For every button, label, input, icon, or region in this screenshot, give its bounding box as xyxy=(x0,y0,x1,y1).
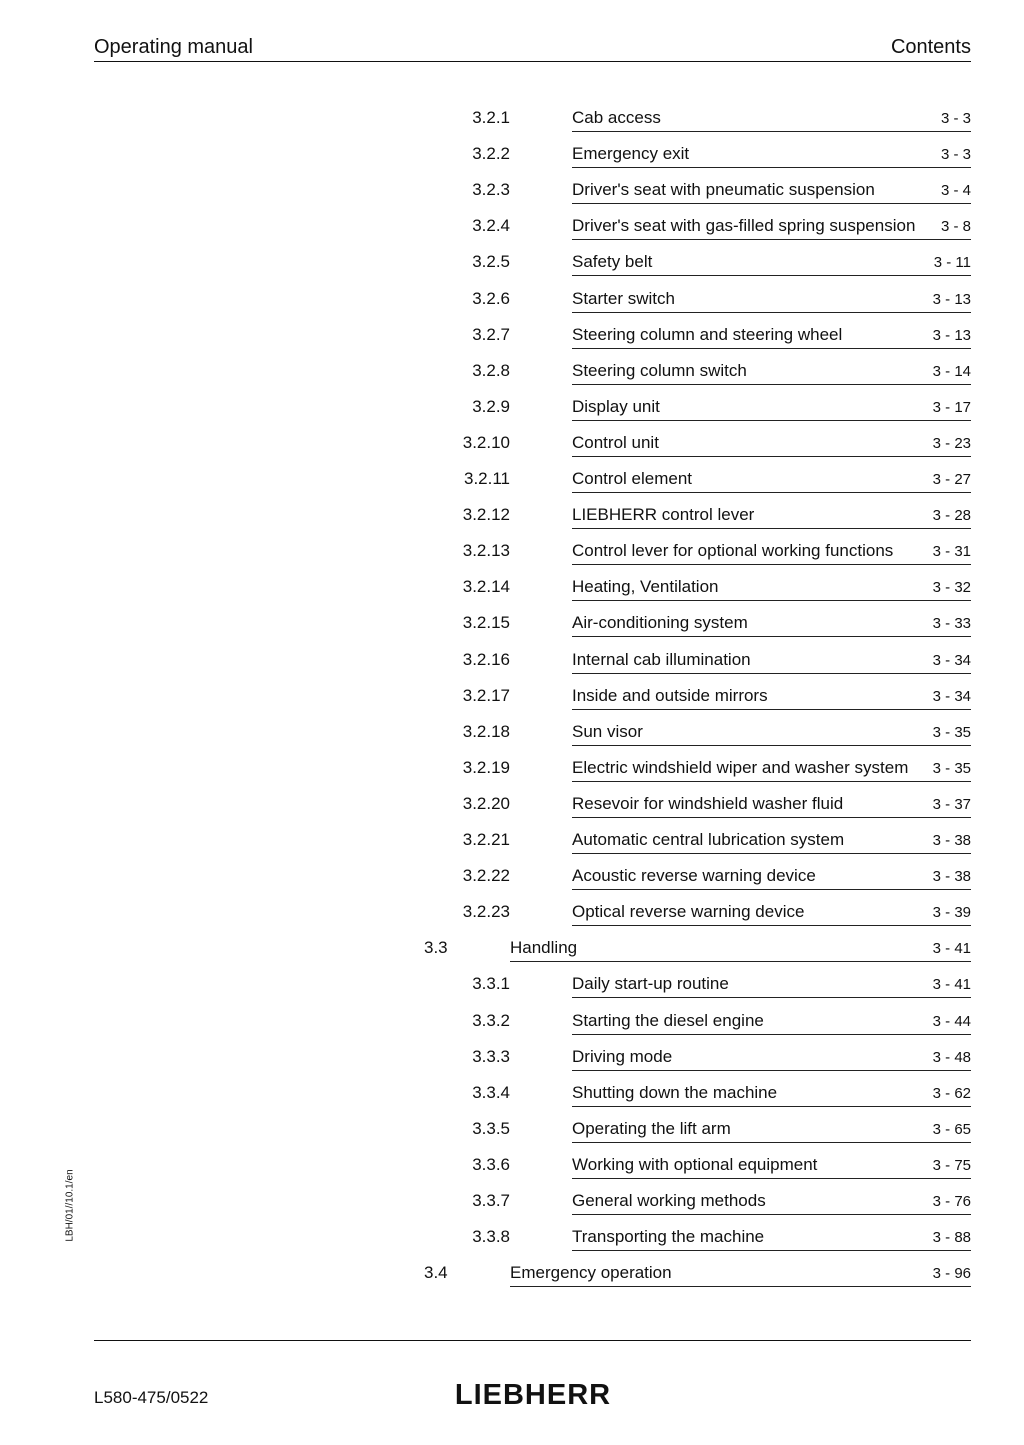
toc-entry[interactable] xyxy=(572,289,971,313)
toc-entry[interactable] xyxy=(572,974,971,998)
toc-row[interactable] xyxy=(0,686,1024,722)
toc-entry[interactable] xyxy=(572,758,971,782)
toc-entry[interactable] xyxy=(572,1047,971,1071)
toc-page-number: 3 - 38 xyxy=(932,832,971,849)
toc-entry[interactable] xyxy=(572,108,971,132)
toc-row[interactable] xyxy=(0,1191,1024,1227)
toc-entry[interactable] xyxy=(510,1263,971,1287)
toc-row[interactable] xyxy=(0,325,1024,361)
toc-row[interactable] xyxy=(0,938,1024,974)
toc-page-number: 3 - 3 xyxy=(940,146,971,163)
toc-number: 3.3.6 xyxy=(472,1155,510,1174)
toc-row[interactable] xyxy=(0,1227,1024,1263)
toc-title: Cab access xyxy=(572,108,661,127)
toc-row[interactable] xyxy=(0,397,1024,433)
toc-row[interactable] xyxy=(0,974,1024,1010)
toc-row[interactable] xyxy=(0,289,1024,325)
toc-entry[interactable] xyxy=(572,613,971,637)
toc-number: 3.3.2 xyxy=(472,1011,510,1030)
toc-number: 3.2.14 xyxy=(462,577,510,596)
toc-page-number: 3 - 75 xyxy=(932,1157,971,1174)
toc-number: 3.2.19 xyxy=(462,758,510,777)
toc-page-number: 3 - 23 xyxy=(932,435,971,452)
toc-title: Control lever for optional working functions xyxy=(572,541,894,560)
toc-number: 3.2.4 xyxy=(472,216,510,235)
toc-entry[interactable] xyxy=(572,252,971,276)
toc-entry[interactable] xyxy=(572,361,971,385)
toc-page-number: 3 - 8 xyxy=(940,218,971,235)
toc-title: Handling xyxy=(510,938,578,957)
toc-number: 3.2.13 xyxy=(462,541,510,560)
header-title: Operating manual xyxy=(94,36,253,58)
toc-page-number: 3 - 44 xyxy=(932,1013,971,1030)
toc-title: Driver's seat with gas-filled spring suspension xyxy=(572,216,916,235)
toc-page-number: 3 - 65 xyxy=(932,1121,971,1138)
toc-number: 3.2.23 xyxy=(462,902,510,921)
toc-entry[interactable] xyxy=(510,938,971,962)
toc-entry[interactable] xyxy=(572,469,971,493)
toc-title: Daily start-up routine xyxy=(572,974,729,993)
toc-title: LIEBHERR control lever xyxy=(572,505,755,524)
toc-entry[interactable] xyxy=(572,866,971,890)
toc-number: 3.3.5 xyxy=(472,1119,510,1138)
toc-page-number: 3 - 14 xyxy=(932,363,971,380)
toc-number: 3.2.15 xyxy=(462,613,510,632)
toc-title: Acoustic reverse warning device xyxy=(572,866,816,885)
toc-title: Starter switch xyxy=(572,289,675,308)
toc-row[interactable] xyxy=(0,433,1024,469)
toc-entry[interactable] xyxy=(572,830,971,854)
toc-page-number: 3 - 41 xyxy=(932,976,971,993)
toc-row[interactable] xyxy=(0,866,1024,902)
toc-number: 3.2.22 xyxy=(462,866,510,885)
toc-page-number: 3 - 41 xyxy=(932,940,971,957)
footer-divider xyxy=(94,1340,971,1341)
toc-title: Electric windshield wiper and washer system xyxy=(572,758,909,777)
toc-page-number: 3 - 88 xyxy=(932,1229,971,1246)
toc-entry[interactable] xyxy=(572,216,971,240)
toc-page-number: 3 - 32 xyxy=(932,579,971,596)
toc-page-number: 3 - 27 xyxy=(932,471,971,488)
toc-entry[interactable] xyxy=(572,1011,971,1035)
toc-page-number: 3 - 13 xyxy=(932,291,971,308)
toc-entry[interactable] xyxy=(572,650,971,674)
toc-title: Emergency operation xyxy=(510,1263,672,1282)
toc-row[interactable] xyxy=(0,794,1024,830)
toc-page-number: 3 - 38 xyxy=(932,868,971,885)
toc-page-number: 3 - 13 xyxy=(932,327,971,344)
toc-entry[interactable] xyxy=(572,325,971,349)
toc-number: 3.3.3 xyxy=(472,1047,510,1066)
toc-title: Air-conditioning system xyxy=(572,613,748,632)
toc-number: 3.2.5 xyxy=(472,252,510,271)
toc-number: 3.2.2 xyxy=(472,144,510,163)
side-document-code: LBH/01//10.1/en xyxy=(64,1169,76,1242)
toc-row[interactable] xyxy=(0,722,1024,758)
toc-number: 3.2.6 xyxy=(472,289,510,308)
toc-page-number: 3 - 76 xyxy=(932,1193,971,1210)
toc-title: Control element xyxy=(572,469,693,488)
toc-entry[interactable] xyxy=(572,433,971,457)
toc-number: 3.2.10 xyxy=(462,433,510,452)
toc-number: 3.4 xyxy=(424,1263,448,1282)
toc-title: Operating the lift arm xyxy=(572,1119,731,1138)
toc-number: 3.3 xyxy=(424,938,448,957)
toc-page-number: 3 - 96 xyxy=(932,1265,971,1282)
toc-number: 3.2.21 xyxy=(462,830,510,849)
toc-number: 3.2.3 xyxy=(472,180,510,199)
toc-page-number: 3 - 34 xyxy=(932,688,971,705)
toc-number: 3.3.4 xyxy=(472,1083,510,1102)
toc-title: Resevoir for windshield washer fluid xyxy=(572,794,844,813)
toc-row[interactable] xyxy=(0,541,1024,577)
toc-entry[interactable] xyxy=(572,1155,971,1179)
toc-page-number: 3 - 28 xyxy=(932,507,971,524)
toc-entry[interactable] xyxy=(572,397,971,421)
toc-entry[interactable] xyxy=(572,1227,971,1251)
toc-entry[interactable] xyxy=(572,794,971,818)
toc-title: Display unit xyxy=(572,397,660,416)
toc-entry[interactable] xyxy=(572,686,971,710)
toc-page-number: 3 - 62 xyxy=(932,1085,971,1102)
toc-row[interactable] xyxy=(0,830,1024,866)
toc-number: 3.2.20 xyxy=(462,794,510,813)
header-section: Contents xyxy=(890,36,971,58)
toc-page-number: 3 - 11 xyxy=(933,254,971,271)
toc-row[interactable] xyxy=(0,1047,1024,1083)
toc-row[interactable] xyxy=(0,613,1024,649)
toc-page-number: 3 - 35 xyxy=(932,724,971,741)
toc-page-number: 3 - 37 xyxy=(932,796,971,813)
toc-row[interactable] xyxy=(0,902,1024,938)
toc-row[interactable] xyxy=(0,1119,1024,1155)
toc-row[interactable] xyxy=(0,1155,1024,1191)
toc-page-number: 3 - 17 xyxy=(932,399,971,416)
toc-title: Transporting the machine xyxy=(572,1227,765,1246)
toc-entry[interactable] xyxy=(572,1083,971,1107)
toc-row[interactable] xyxy=(0,1263,1024,1299)
toc-number: 3.2.8 xyxy=(472,361,510,380)
toc-number: 3.3.7 xyxy=(472,1191,510,1210)
logo-text: LIEBHERR xyxy=(454,1379,612,1408)
toc-title: Sun visor xyxy=(572,722,643,741)
toc-entry[interactable] xyxy=(572,505,971,529)
toc-row[interactable] xyxy=(0,216,1024,252)
toc-number: 3.2.11 xyxy=(463,469,510,488)
toc-title: General working methods xyxy=(572,1191,766,1210)
toc-page-number: 3 - 48 xyxy=(932,1049,971,1066)
toc-entry[interactable] xyxy=(572,902,971,926)
toc-number: 3.2.18 xyxy=(462,722,510,741)
toc-page-number: 3 - 4 xyxy=(940,182,971,199)
toc-entry[interactable] xyxy=(572,577,971,601)
toc-page-number: 3 - 39 xyxy=(932,904,971,921)
toc-number: 3.2.16 xyxy=(462,650,510,669)
toc-number: 3.2.12 xyxy=(462,505,510,524)
toc-entry[interactable] xyxy=(572,722,971,746)
toc-entry[interactable] xyxy=(572,541,971,565)
toc-number: 3.2.7 xyxy=(472,325,510,344)
toc-entry[interactable] xyxy=(572,180,971,204)
toc-row[interactable] xyxy=(0,505,1024,541)
toc-title: Driving mode xyxy=(572,1047,673,1066)
toc-title: Steering column switch xyxy=(572,361,747,380)
toc-title: Emergency exit xyxy=(572,144,690,163)
toc-title: Control unit xyxy=(572,433,659,452)
toc-title: Steering column and steering wheel xyxy=(572,325,843,344)
toc-row[interactable] xyxy=(0,252,1024,288)
toc-page-number: 3 - 31 xyxy=(932,543,971,560)
footer-document-code: L580-475/0522 xyxy=(94,1388,209,1407)
toc-row[interactable] xyxy=(0,577,1024,613)
toc-title: Safety belt xyxy=(572,252,653,271)
toc-title: Starting the diesel engine xyxy=(572,1011,764,1030)
toc-title: Inside and outside mirrors xyxy=(572,686,768,705)
toc-row[interactable] xyxy=(0,469,1024,505)
toc-entry[interactable] xyxy=(572,144,971,168)
toc-page-number: 3 - 34 xyxy=(932,652,971,669)
toc-entry[interactable] xyxy=(572,1119,971,1143)
toc-page-number: 3 - 35 xyxy=(932,760,971,777)
toc-page-number: 3 - 3 xyxy=(940,110,971,127)
toc-number: 3.3.8 xyxy=(472,1227,510,1246)
toc-row[interactable] xyxy=(0,650,1024,686)
toc-number: 3.2.17 xyxy=(462,686,510,705)
toc-title: Working with optional equipment xyxy=(572,1155,818,1174)
toc-title: Driver's seat with pneumatic suspension xyxy=(572,180,875,199)
liebherr-logo xyxy=(452,1378,614,1408)
toc-row[interactable] xyxy=(0,758,1024,794)
toc-title: Automatic central lubrication system xyxy=(572,830,845,849)
toc-row[interactable] xyxy=(0,1083,1024,1119)
toc-row[interactable] xyxy=(0,180,1024,216)
toc-row[interactable] xyxy=(0,108,1024,144)
toc-number: 3.2.1 xyxy=(472,108,510,127)
toc-title: Heating, Ventilation xyxy=(572,577,719,596)
toc-row[interactable] xyxy=(0,1011,1024,1047)
toc-entry[interactable] xyxy=(572,1191,971,1215)
toc-number: 3.2.9 xyxy=(472,397,510,416)
toc-number: 3.3.1 xyxy=(472,974,510,993)
toc-row[interactable] xyxy=(0,361,1024,397)
toc-title: Shutting down the machine xyxy=(572,1083,778,1102)
toc-page-number: 3 - 33 xyxy=(932,615,971,632)
toc-row[interactable] xyxy=(0,144,1024,180)
toc-title: Internal cab illumination xyxy=(572,650,751,669)
toc-title: Optical reverse warning device xyxy=(572,902,805,921)
